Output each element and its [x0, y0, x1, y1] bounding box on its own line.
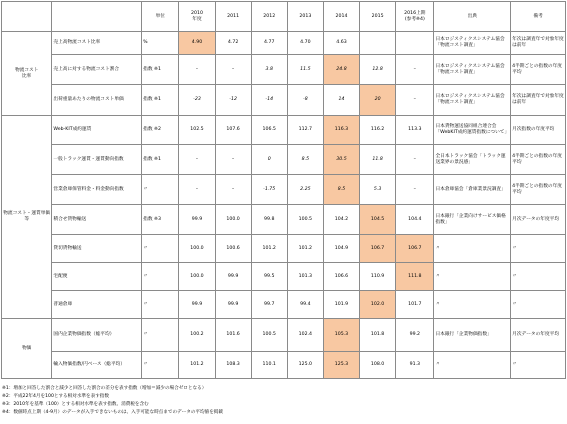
header-2012: 2012	[251, 2, 287, 32]
row-value: 99.9	[179, 291, 215, 319]
table-row	[2, 263, 566, 291]
row-value: –	[215, 175, 251, 205]
row-value	[323, 145, 359, 175]
row-value: 101.2	[287, 235, 323, 263]
row-value: 110.9	[360, 263, 396, 291]
row-value: 100.0	[179, 263, 215, 291]
row-value	[287, 145, 323, 175]
row-unit: %	[142, 32, 179, 55]
row-value-text: -12	[229, 97, 237, 102]
row-value: 107.6	[215, 116, 251, 145]
row-source: 日本ロジスティクスシステム協会「物流コスト調査」	[434, 85, 511, 116]
row-value: 125.0	[287, 352, 323, 379]
row-value: 106.7	[396, 235, 434, 263]
row-remarks: 月次データの年度平均	[511, 319, 566, 352]
table-row	[2, 116, 566, 145]
table-row	[2, 175, 566, 205]
row-value	[251, 85, 287, 116]
row-value: 116.3	[323, 116, 359, 145]
row-unit: 指数 ※2	[142, 116, 179, 145]
row-unit: 指数 ※1	[142, 145, 179, 175]
row-value-text: 8.5	[301, 156, 310, 162]
row-value: 113.3	[396, 116, 434, 145]
row-value: –	[396, 145, 434, 175]
row-value: 104.5	[360, 205, 396, 235]
row-value: 116.2	[360, 116, 396, 145]
header-2015: 2015	[360, 2, 396, 32]
row-value: –	[396, 85, 434, 116]
row-value	[179, 85, 215, 116]
header-2014: 2014	[323, 2, 359, 32]
row-value: 104.2	[323, 205, 359, 235]
row-value: 108.3	[215, 352, 251, 379]
row-indicator: 出荷重量あたりの物流コスト単価	[52, 85, 142, 116]
row-value-text: 24.8	[336, 66, 347, 72]
header-2011: 2011	[215, 2, 251, 32]
row-value	[323, 85, 359, 116]
row-indicator: 一般トラック運賃・運賃動向指数	[52, 145, 142, 175]
row-value: 102.4	[287, 319, 323, 352]
row-value-text: -8	[303, 97, 308, 102]
row-value: 102.0	[360, 291, 396, 319]
header-2010: 2010 年度	[179, 2, 215, 32]
header-2016h1: 2016上期 (参考※4)	[396, 2, 434, 32]
row-source: 〃	[434, 263, 511, 291]
row-value	[360, 85, 396, 116]
row-value: 100.0	[179, 235, 215, 263]
category-logistics-cost: 物流コスト 比率	[2, 32, 52, 116]
logistics-cost-table	[1, 1, 566, 379]
row-source: 日本貨物運送協同組合連合会「WebKIT成約運賃指数について」	[434, 116, 511, 145]
row-value: 99.4	[287, 291, 323, 319]
header-row	[2, 2, 566, 32]
row-value: 102.5	[179, 116, 215, 145]
row-value: 106.5	[251, 116, 287, 145]
row-value: 100.5	[251, 319, 287, 352]
row-value: 91.3	[396, 352, 434, 379]
row-value-text: 12.8	[372, 66, 383, 72]
row-value: –	[179, 145, 215, 175]
row-value	[215, 85, 251, 116]
row-value: 100.0	[215, 205, 251, 235]
row-value: 112.7	[287, 116, 323, 145]
row-value: 100.6	[215, 235, 251, 263]
row-value	[360, 55, 396, 85]
row-unit: 〃	[142, 291, 179, 319]
row-unit: 〃	[142, 352, 179, 379]
row-value	[287, 55, 323, 85]
row-source: 日本ロジスティクスシステム協会「物流コスト調査」	[434, 55, 511, 85]
row-unit: 〃	[142, 319, 179, 352]
row-value-text: 14	[338, 97, 345, 102]
row-value-text: 0	[267, 156, 271, 162]
footnote: ※1：増加と回答した割合と減少と回答した割合の差分を表す指数（増加＝減少の場合ゼロとなる）	[2, 386, 207, 391]
row-value	[396, 32, 434, 55]
row-value: 99.9	[215, 291, 251, 319]
row-value: 99.2	[396, 319, 434, 352]
row-indicator: 貸切貨物輸送	[52, 235, 142, 263]
row-value: 4.90	[179, 32, 215, 55]
row-source: 〃	[434, 352, 511, 379]
header-unit: 単位	[142, 2, 179, 32]
table-row	[2, 352, 566, 379]
row-remarks: 4半期ごとの指数の年度平均	[511, 145, 566, 175]
row-value: 105.3	[323, 319, 359, 352]
row-value: 4.77	[251, 32, 287, 55]
row-indicator: 宅配便	[52, 263, 142, 291]
row-value: 4.63	[323, 32, 359, 55]
row-source: 〃	[434, 291, 511, 319]
row-indicator: 売上高物流コスト比率	[52, 32, 142, 55]
row-value	[323, 55, 359, 85]
row-unit: 〃	[142, 175, 179, 205]
table-row	[2, 145, 566, 175]
row-remarks: 年次は調査年で対象年度は前年	[511, 32, 566, 55]
row-value: 101.2	[251, 235, 287, 263]
row-unit: 〃	[142, 263, 179, 291]
table-row	[2, 319, 566, 352]
row-value	[251, 145, 287, 175]
row-indicator: Web-KIT成約運賃	[52, 116, 142, 145]
row-unit: 指数 ※3	[142, 205, 179, 235]
row-value: 104.4	[396, 205, 434, 235]
header-blank-indicator	[52, 2, 142, 32]
category-logistics-cost-rate: 物流コスト・運賃単価等	[2, 116, 52, 319]
row-value: 108.0	[360, 352, 396, 379]
row-value: 101.3	[287, 263, 323, 291]
row-remarks: 月次データの年度平均	[511, 205, 566, 235]
row-source: 日本倉庫協会「倉庫業景況調査」	[434, 175, 511, 205]
row-indicator: 売上高に対する物流コスト割合	[52, 55, 142, 85]
table-row	[2, 291, 566, 319]
row-remarks: 〃	[511, 291, 566, 319]
row-remarks: 年次は調査年で対象年度は前年	[511, 85, 566, 116]
row-unit: 指数 ※1	[142, 85, 179, 116]
row-value: –	[215, 55, 251, 85]
row-source: 〃	[434, 235, 511, 263]
footnote: ※2：平成22年4月を100とする相対水準を表す指数	[2, 394, 109, 399]
header-remarks: 備考	[511, 2, 566, 32]
row-value	[360, 32, 396, 55]
row-value: 106.6	[323, 263, 359, 291]
row-remarks: 〃	[511, 235, 566, 263]
row-indicator: 国内企業物価指数（総平均）	[52, 319, 142, 352]
row-remarks: 〃	[511, 352, 566, 379]
row-remarks: 月次指数の年度平均	[511, 116, 566, 145]
row-value-text: 2.25	[300, 186, 311, 192]
row-value-text: 8.5	[337, 186, 346, 192]
row-value: 110.1	[251, 352, 287, 379]
row-value: 4.70	[287, 32, 323, 55]
table-row	[2, 205, 566, 235]
row-value-text: -23	[193, 97, 201, 102]
row-value	[251, 175, 287, 205]
row-value-text: -14	[265, 97, 274, 102]
row-value	[251, 55, 287, 85]
row-value: 4.72	[215, 32, 251, 55]
row-value: –	[396, 55, 434, 85]
row-value	[323, 175, 359, 205]
footnote: ※3：2010年を基準（100）とする相対水準を表す指数、消費税を含む	[2, 402, 149, 407]
row-source: 全日本トラック協会「トラック運送業界の景況感」	[434, 145, 511, 175]
row-indicator: 輸入物価指数/円ベース（総平均）	[52, 352, 142, 379]
table-row	[2, 235, 566, 263]
row-value: –	[179, 175, 215, 205]
header-2013: 2013	[287, 2, 323, 32]
table-row	[2, 32, 566, 55]
row-value-text: 11.5	[300, 66, 311, 72]
row-value: 111.8	[396, 263, 434, 291]
table-row	[2, 55, 566, 85]
row-value: 99.9	[215, 263, 251, 291]
row-value: 99.5	[251, 263, 287, 291]
row-value: –	[396, 175, 434, 205]
row-unit: 指数 ※1	[142, 55, 179, 85]
row-value: 101.6	[215, 319, 251, 352]
row-value-text: 5.3	[373, 186, 382, 192]
row-value: 125.3	[323, 352, 359, 379]
row-source: 日本銀行「企業物価指数」	[434, 319, 511, 352]
row-value	[287, 175, 323, 205]
row-indicator: 営業倉庫保管料金・料金動向指数	[52, 175, 142, 205]
row-value-text: 30.5	[336, 156, 347, 162]
row-value	[287, 85, 323, 116]
row-value	[360, 175, 396, 205]
row-value: 106.7	[360, 235, 396, 263]
row-indicator: 普通倉庫	[52, 291, 142, 319]
row-indicator: 積合せ貨物輸送	[52, 205, 142, 235]
row-value	[360, 145, 396, 175]
row-value: –	[215, 145, 251, 175]
row-value: 100.2	[179, 319, 215, 352]
row-remarks: 4半期ごとの指数の年度平均	[511, 175, 566, 205]
category-prices: 物価	[2, 319, 52, 379]
row-value: 104.9	[323, 235, 359, 263]
row-value: 101.2	[179, 352, 215, 379]
header-source: 出典	[434, 2, 511, 32]
row-value: 100.5	[287, 205, 323, 235]
row-value-text: 11.8	[372, 156, 383, 162]
row-remarks: 4半期ごとの指数の年度平均	[511, 55, 566, 85]
footnote: ※4：数値時点上期（4-9月）のデータが入手できないものは、入手可能な時点までのデータの平均値を掲載	[2, 410, 223, 415]
row-remarks: 〃	[511, 263, 566, 291]
row-value: –	[179, 55, 215, 85]
row-source: 日本ロジスティクスシステム協会「物流コスト調査」	[434, 32, 511, 55]
row-value: 99.8	[251, 205, 287, 235]
table-row	[2, 85, 566, 116]
row-value-text: 20	[374, 97, 381, 102]
row-value: 101.9	[323, 291, 359, 319]
row-value: 101.7	[396, 291, 434, 319]
row-value: 101.8	[360, 319, 396, 352]
row-unit: 〃	[142, 235, 179, 263]
row-source: 日本銀行「企業向けサービス価格指数」	[434, 205, 511, 235]
row-value-text: 3.8	[265, 66, 273, 72]
row-value: 99.9	[179, 205, 215, 235]
row-value: 99.7	[251, 291, 287, 319]
header-blank-category	[2, 2, 52, 32]
row-value-text: -1.75	[263, 186, 276, 192]
